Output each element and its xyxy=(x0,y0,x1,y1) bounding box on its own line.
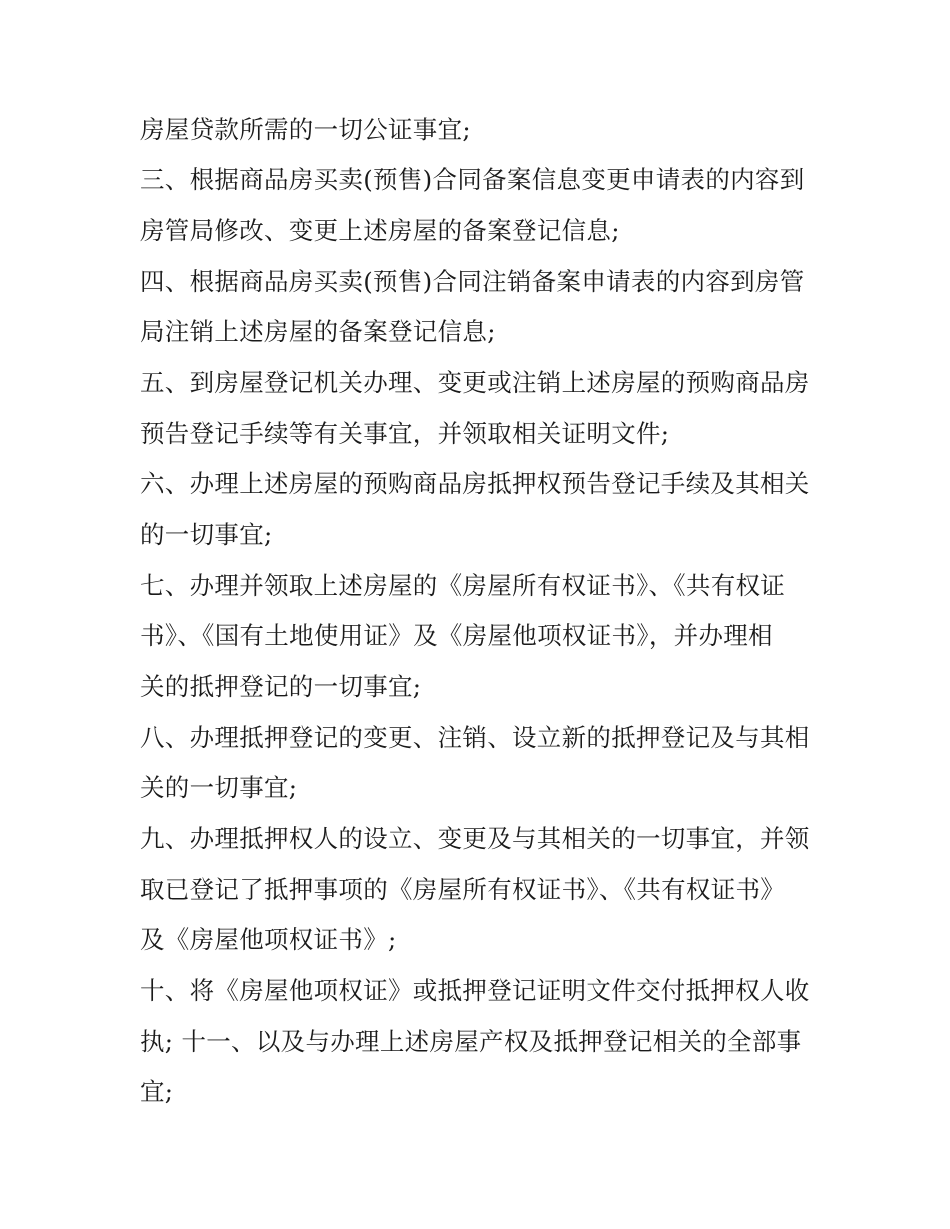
text-line: 关的一切事宜; xyxy=(140,773,298,802)
text-line: 十、将《房屋他项权证》或抵押登记证明文件交付抵押权人收 xyxy=(140,976,810,1005)
text-line: 九、办理抵押权人的设立、变更及与其相关的一切事宜，并领 xyxy=(140,824,810,853)
text-line: 局注销上述房屋的备案登记信息; xyxy=(140,317,496,346)
text-line: 七、办理并领取上述房屋的《房屋所有权证书》、《共有权证 xyxy=(140,571,786,600)
text-line: 八、办理抵押登记的变更、注销、设立新的抵押登记及与其相 xyxy=(140,723,810,752)
text-line: 房屋贷款所需的一切公证事宜; xyxy=(140,115,471,144)
text-line: 宜; xyxy=(140,1077,174,1106)
text-line: 的一切事宜; xyxy=(140,520,273,549)
text-line: 书》、《国有土地使用证》及《房屋他项权证书》，并办理相 xyxy=(140,621,773,650)
text-line: 五、到房屋登记机关办理、变更或注销上述房屋的预购商品房 xyxy=(140,368,810,397)
text-line: 房管局修改、变更上述房屋的备案登记信息; xyxy=(140,216,620,245)
text-line: 预告登记手续等有关事宜，并领取相关证明文件; xyxy=(140,419,670,448)
text-line: 及《房屋他项权证书》; xyxy=(140,925,397,954)
text-line: 四、根据商品房买卖(预售)合同注销备案申请表的内容到房管 xyxy=(140,267,805,296)
text-line: 执; 十一、以及与办理上述房屋产权及抵押登记相关的全部事 xyxy=(140,1027,802,1056)
text-line: 三、根据商品房买卖(预售)合同备案信息变更申请表的内容到 xyxy=(140,165,805,194)
text-line: 关的抵押登记的一切事宜; xyxy=(140,672,422,701)
text-line: 六、办理上述房屋的预购商品房抵押权预告登记手续及其相关 xyxy=(140,469,810,498)
text-line: 取已登记了抵押事项的《房屋所有权证书》、《共有权证书》 xyxy=(140,875,786,904)
